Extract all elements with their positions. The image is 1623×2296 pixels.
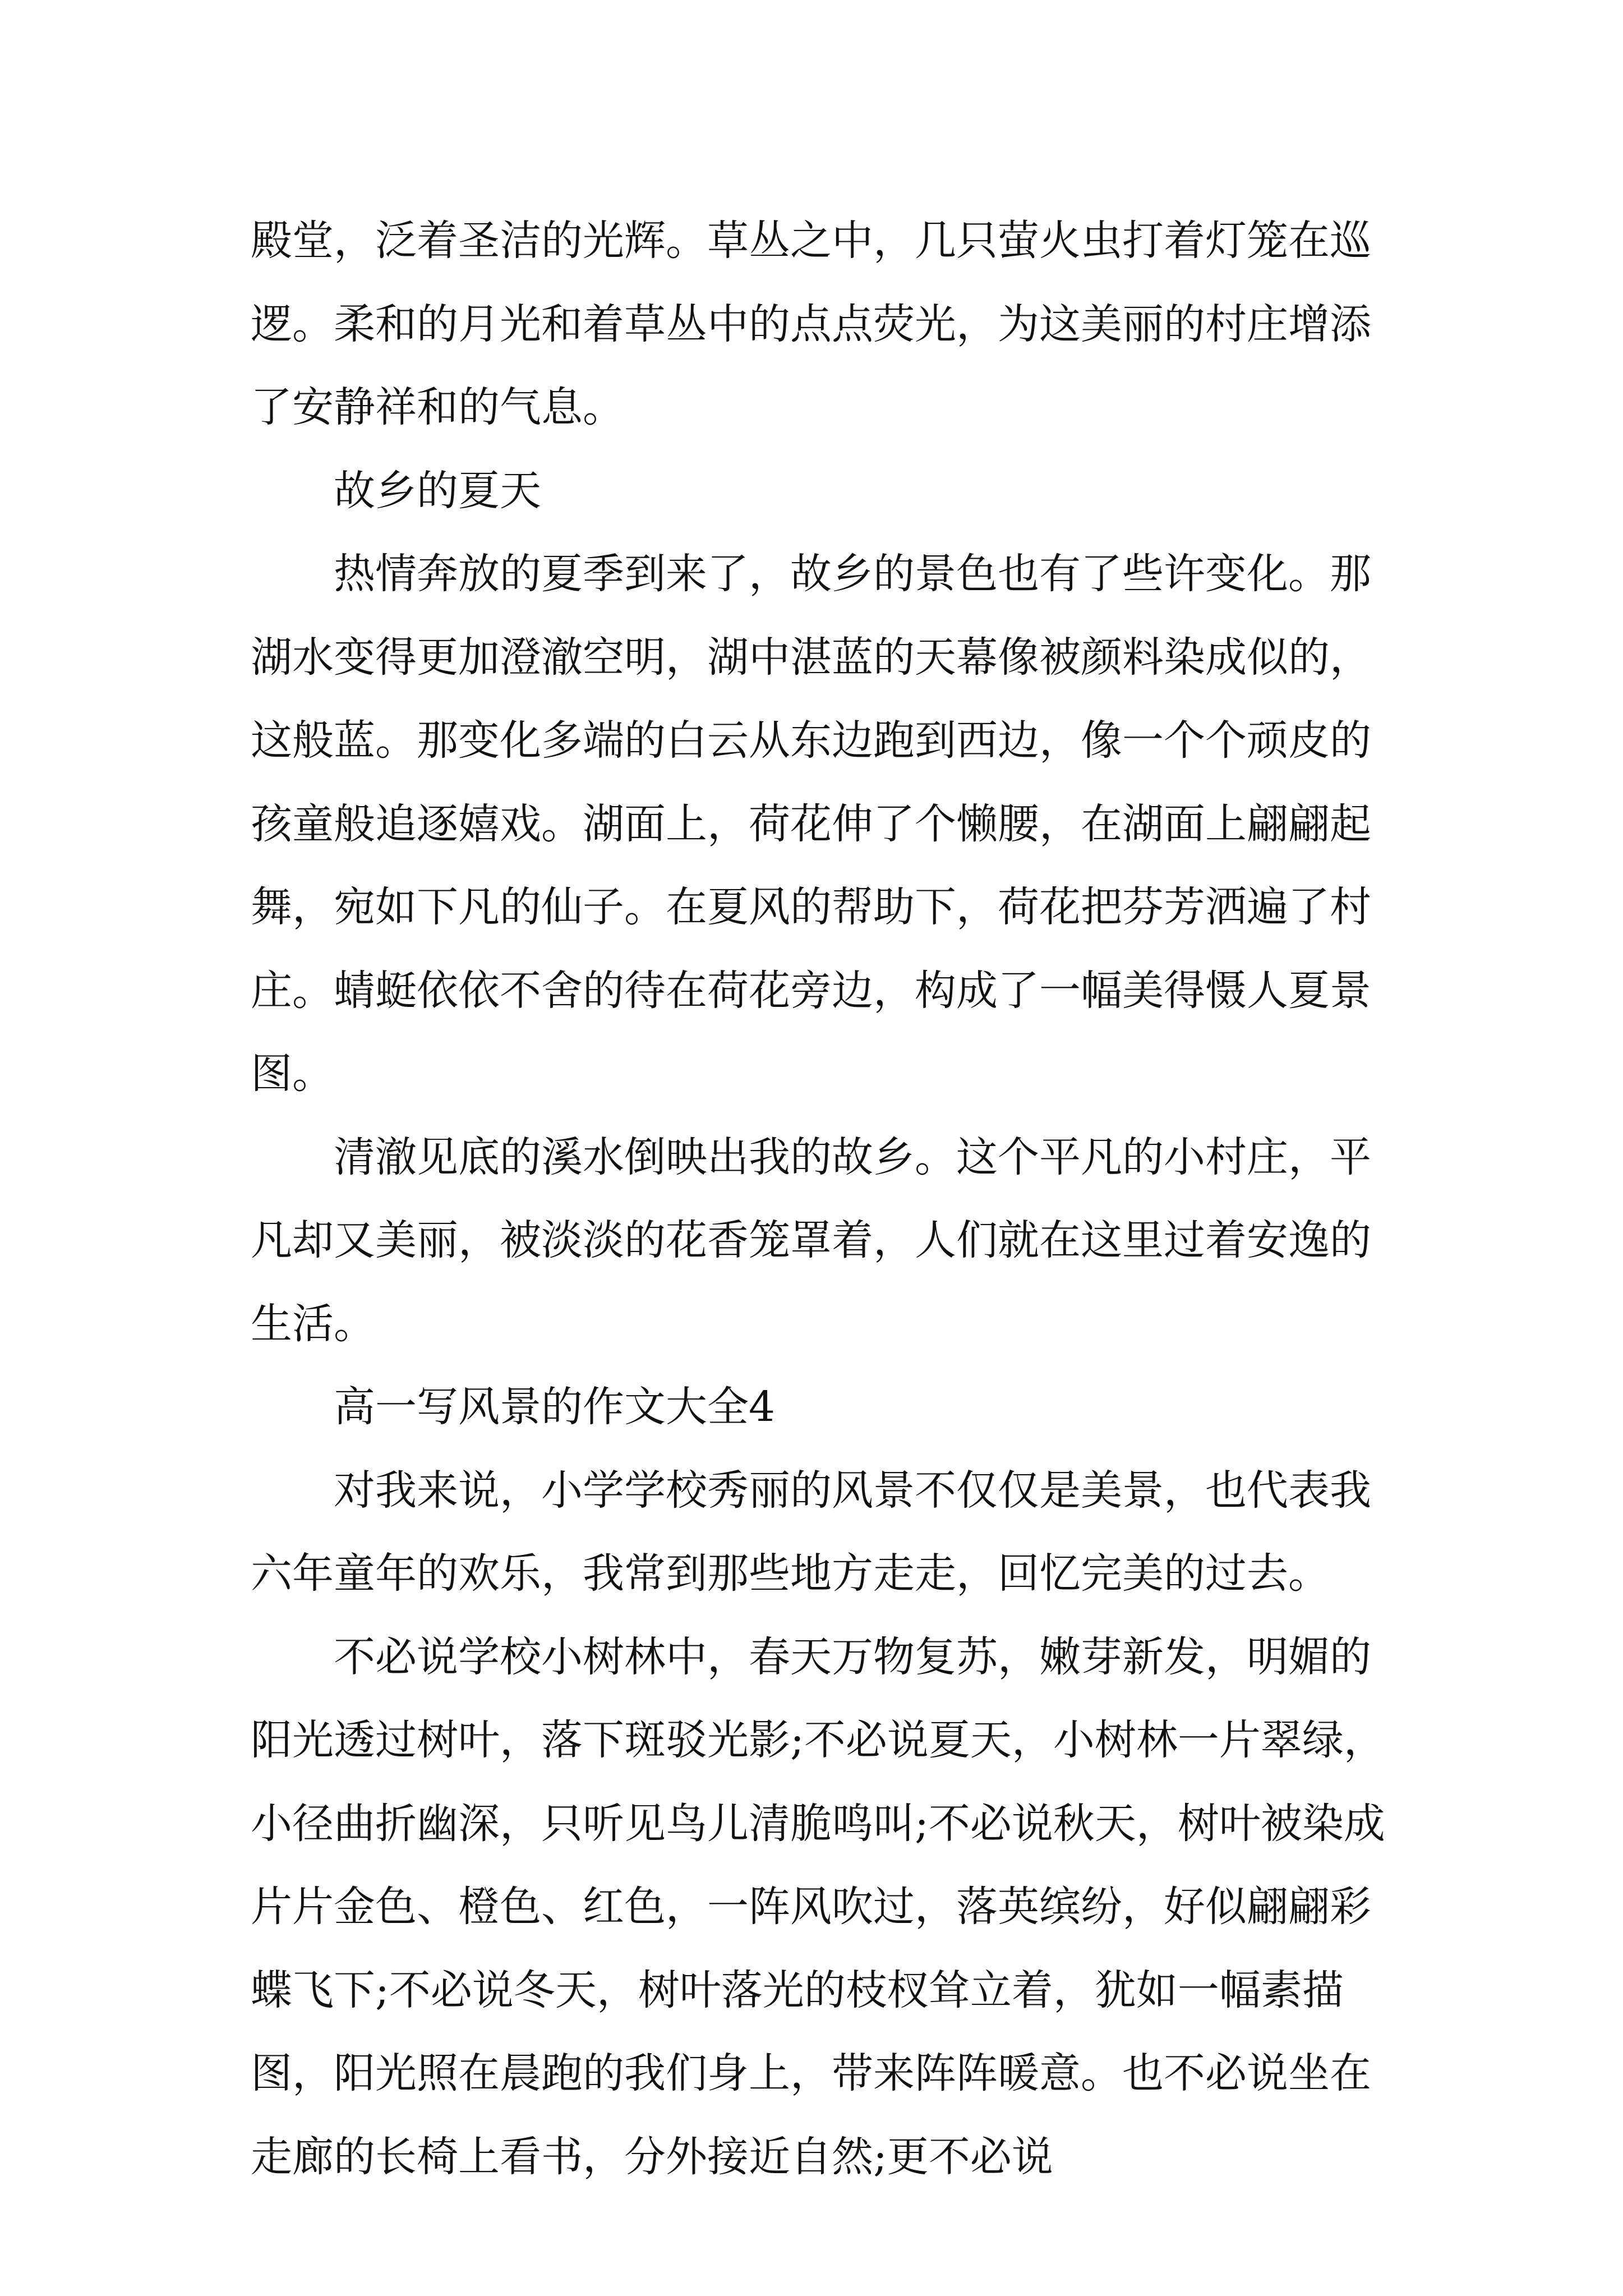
section-heading-essay-4: 高一写风景的作文大全4 (334, 1383, 776, 1431)
paragraph-seasons: 不必说学校小树林中，春天万物复苏，嫩芽新发，明媚的阳光透过树叶，落下斑驳光影;不必说夏天，小树林一片翠绿，小径曲折幽深，只听见鸟儿清脆鸣叫;不必说秋天，树叶被染成片片金色、橙色、红色，一阵风吹过，落英缤纷，好似翩翩彩蝶飞下;不必说冬天，树叶落光的枝杈耸立着，犹如一幅素描图，阳光照在晨跑的我们身上，带来阵阵暖意。也不必说坐在走廊的长椅上看书，分外接近自然;更不必说 (251, 1632, 1385, 2181)
section-heading-summer: 故乡的夏天 (334, 466, 541, 515)
paragraph-stream: 清澈见底的溪水倒映出我的故乡。这个平凡的小村庄，平凡却又美丽，被淡淡的花香笼罩着，人们就在这里过着安逸的生活。 (251, 1133, 1371, 1348)
paragraph-continuation: 殿堂，泛着圣洁的光辉。草丛之中，几只萤火虫打着灯笼在巡逻。柔和的月光和着草丛中的点点荧光，为这美丽的村庄增添了安静祥和的气息。 (251, 217, 1371, 431)
document-body (251, 199, 1389, 2198)
paragraph-school-scenery: 对我来说，小学学校秀丽的风景不仅仅是美景，也代表我六年童年的欢乐，我常到那些地方走走，回忆完美的过去。 (251, 1466, 1371, 1598)
paragraph-summer: 热情奔放的夏季到来了，故乡的景色也有了些许变化。那湖水变得更加澄澈空明，湖中湛蓝的天幕像被颜料染成似的，这般蓝。那变化多端的白云从东边跑到西边，像一个个顽皮的孩童般追逐嬉戏。湖面上，荷花伸了个懒腰，在湖面上翩翩起舞，宛如下凡的仙子。在夏风的帮助下，荷花把芬芳洒遍了村庄。蜻蜓依依不舍的待在荷花旁边，构成了一幅美得慑人夏景图。 (251, 550, 1371, 1098)
